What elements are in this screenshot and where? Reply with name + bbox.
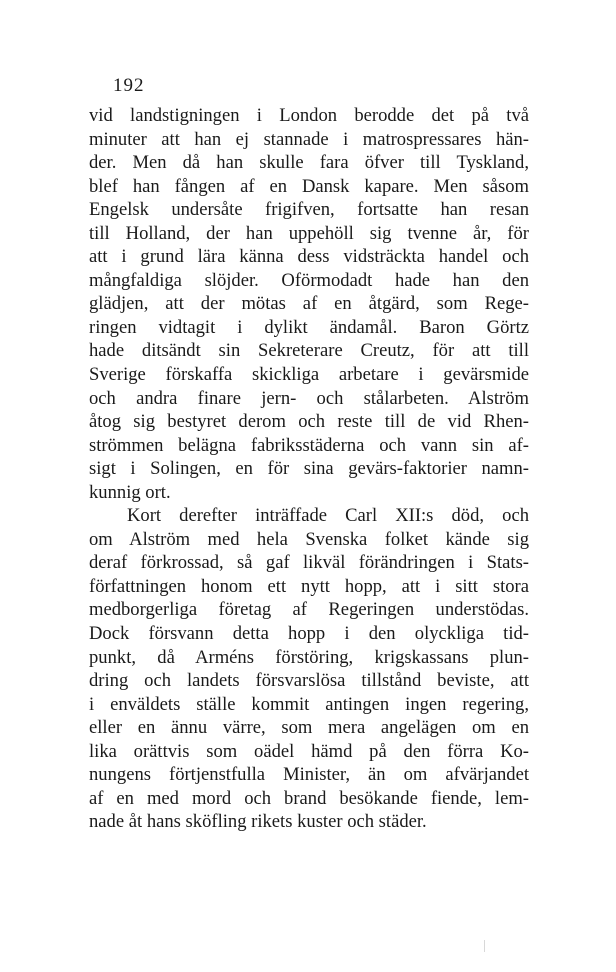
text-line: punkt, då Arméns förstöring, krigskassans plun- [89, 646, 529, 668]
text-line: i enväldets ställe kommit antingen ingen regering, [89, 693, 529, 715]
text-line: sigt i Solingen, en för sina gevärs-faktorier namn- [89, 458, 529, 480]
text-line: åtog sig bestyret derom och reste till de vid Rhen- [89, 411, 529, 433]
text-line: kunnig ort. [89, 481, 171, 503]
text-line: deraf förkrossad, så gaf likväl förändringen i Stats- [89, 552, 529, 574]
text-line: Engelsk undersåte frigifven, fortsatte han resan [89, 199, 529, 221]
text-line: af en med mord och brand besökande fiende, lem- [89, 787, 529, 809]
text-line: författningen honom ett nytt hopp, att i sitt stora [89, 575, 529, 597]
margin-mark [484, 940, 485, 952]
text-line: att i grund lära känna dess vidsträckta handel och [89, 246, 529, 268]
text-line: strömmen belägna fabriksstäderna och vann sin af- [89, 434, 529, 456]
text-line: nade åt hans sköfling rikets kuster och städer. [89, 811, 427, 833]
body-text [89, 104, 529, 834]
text-line: medborgerliga företag af Regeringen understödas. [89, 599, 529, 621]
text-line: glädjen, att der mötas af en åtgärd, som Rege- [89, 293, 529, 315]
text-line: mångfaldiga slöjder. Oförmodadt hade han den [89, 269, 529, 291]
text-line: om Alström med hela Svenska folket kände sig [89, 528, 529, 550]
text-line: Kort derefter inträffade Carl XII:s död, och [127, 505, 529, 527]
page-number: 192 [113, 75, 145, 96]
text-line: och andra finare jern- och stålarbeten. Alström [89, 387, 529, 409]
text-line: Dock försvann detta hopp i den olyckliga tid- [89, 623, 529, 645]
text-line: eller en ännu värre, som mera angelägen om en [89, 717, 529, 739]
text-line: till Holland, der han uppehöll sig tvenne år, för [89, 222, 529, 244]
text-line: der. Men då han skulle fara öfver till Tyskland, [89, 152, 529, 174]
text-line: lika orättvis som oädel hämd på den förra Ko- [89, 740, 529, 762]
text-line: minuter att han ej stannade i matrospressares hän- [89, 128, 529, 150]
text-line: vid landstigningen i London berodde det på två [89, 105, 529, 126]
text-line: blef han fången af en Dansk kapare. Men såsom [89, 175, 529, 197]
text-line: ringen vidtagit i dylikt ändamål. Baron Görtz [89, 316, 529, 338]
text-line: dring och landets försvarslösa tillstånd beviste, att [89, 670, 529, 692]
text-line: hade ditsändt sin Sekreterare Creutz, för att till [89, 340, 529, 362]
text-line: Sverige förskaffa skickliga arbetare i gevärsmide [89, 364, 529, 386]
text-line: nungens förtjenstfulla Minister, än om afvärjandet [89, 764, 529, 786]
